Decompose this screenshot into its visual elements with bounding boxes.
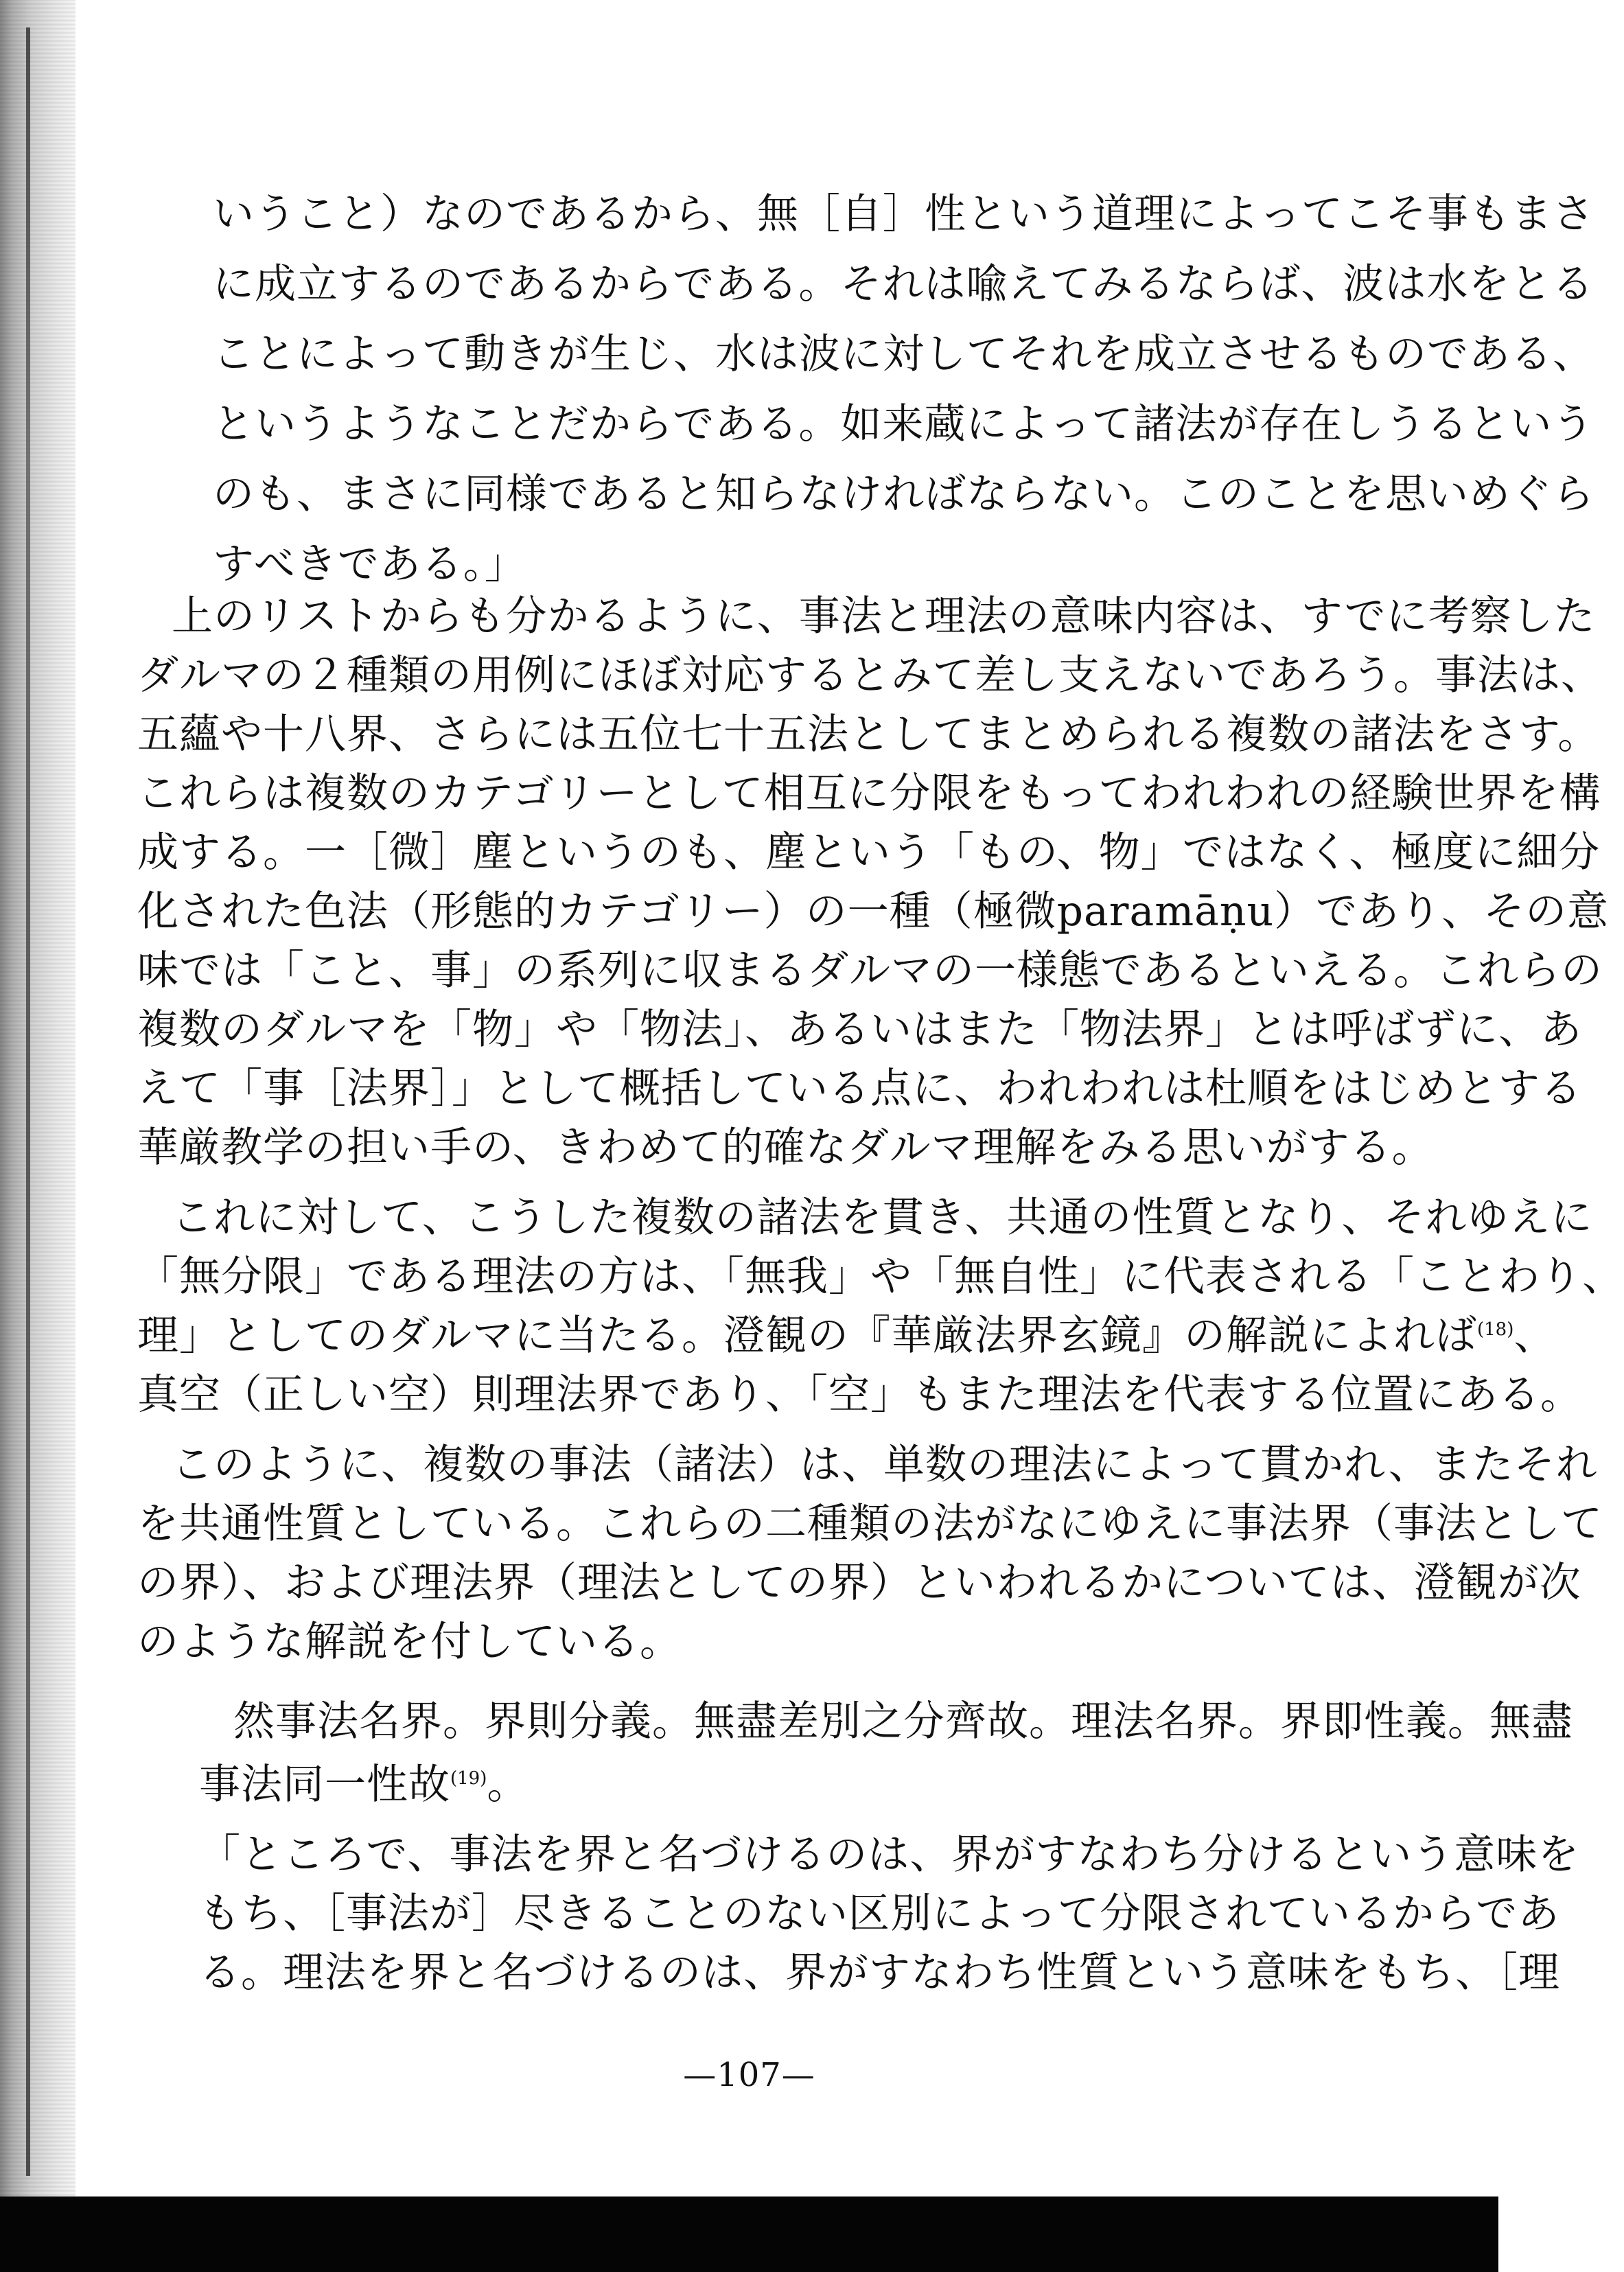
binding-shadow <box>0 0 76 2196</box>
text-line: というようなことだからである。如来蔵によって諸法が存在しうるという <box>213 400 1594 448</box>
text-line: 華厳教学の担い手の、きわめて的確なダルマ理解をみる思いがする。 <box>137 1124 1434 1172</box>
text-line: 味では「こと、事」の系列に収まるダルマの一様態であるといえる。これらの <box>137 947 1603 995</box>
quote-line <box>199 1761 529 1809</box>
text-line: もち、［事法が］尽きることのない区別によって分限されているからであ <box>199 1890 1560 1938</box>
footnote-ref-19: (19) <box>450 1768 487 1789</box>
text-line: 真空（正しい空）則理法界であり、「空」もまた理法を代表する位置にある。 <box>137 1371 1582 1419</box>
text-line: のような解説を付している。 <box>137 1618 682 1666</box>
text-line <box>137 1312 1556 1360</box>
page-number: —107— <box>683 2056 815 2094</box>
text-line: これに対して、こうした複数の諸法を貫き、共通の性質となり、それゆえに <box>172 1194 1593 1242</box>
text-line: 成する。一［微］塵というのも、塵という「もの、物」ではなく、極度に細分 <box>137 828 1601 877</box>
text-line: に成立するのであるからである。それは喩えてみるならば、波は水をとる <box>213 260 1594 308</box>
text-line: ダルマの２種類の用例にほぼ対応するとみて差し支えないであろう。事法は、 <box>137 651 1603 699</box>
text-line: ことによって動きが生じ、水は波に対してそれを成立させるものである、 <box>213 330 1594 378</box>
line-text: 事法同一性故 <box>199 1761 450 1809</box>
line-tail: 。 <box>487 1761 529 1809</box>
line-tail: 、 <box>1513 1312 1556 1360</box>
text-line: 「ところで、事法を界と名づけるのは、界がすなわち分けるという意味を <box>199 1831 1580 1879</box>
text-line: の界）、および理法界（理法としての界）といわれるかについては、澄観が次 <box>137 1559 1581 1607</box>
text-line: えて「事［法界］」として概括している点に、われわれは杜順をはじめとする <box>137 1065 1582 1113</box>
text-line: 五蘊や十八界、さらには五位七十五法としてまとめられる複数の諸法をさす。 <box>137 710 1600 758</box>
text-line: 「無分限」である理法の方は、「無我」や「無自性」に代表される「ことわり、 <box>137 1253 1624 1301</box>
text-line: 複数のダルマを「物」や「物法」、あるいはまた「物法界」とは呼ばずに、あ <box>137 1006 1582 1054</box>
line-text: 理」としてのダルマに当たる。澄観の『華厳法界玄鏡』の解説によれば <box>137 1312 1477 1360</box>
text-line: る。理法を界と名づけるのは、界がすなわち性質という意味をもち、［理 <box>199 1949 1560 1997</box>
text-line: このように、複数の事法（諸法）は、単数の理法によって貫かれ、またそれ <box>172 1441 1598 1489</box>
text-line: のも、まさに同様であると知らなければならない。このことを思いめぐら <box>213 470 1594 518</box>
text-line: これらは複数のカテゴリーとして相互に分限をもってわれわれの経験世界を構 <box>137 769 1601 818</box>
footnote-ref-18: (18) <box>1477 1319 1514 1340</box>
text-line: を共通性質としている。これらの二種類の法がなにゆえに事法界（事法として <box>137 1500 1603 1548</box>
scan-bottom-band <box>0 2196 1498 2272</box>
text-line: いうこと）なのであるから、無［自］性という道理によってこそ事もまさ <box>213 190 1594 238</box>
text-line: 化された色法（形態的カテゴリー）の一種（極微paramāṇu）であり、その意 <box>137 888 1610 936</box>
text-line: 上のリストからも分かるように、事法と理法の意味内容は、すでに考察した <box>172 592 1596 640</box>
text-line: すべきである。」 <box>213 540 526 588</box>
quote-line: 然事法名界。界則分義。無盡差別之分齊故。理法名界。界即性義。無盡 <box>233 1697 1573 1746</box>
binding-line <box>26 27 30 2176</box>
